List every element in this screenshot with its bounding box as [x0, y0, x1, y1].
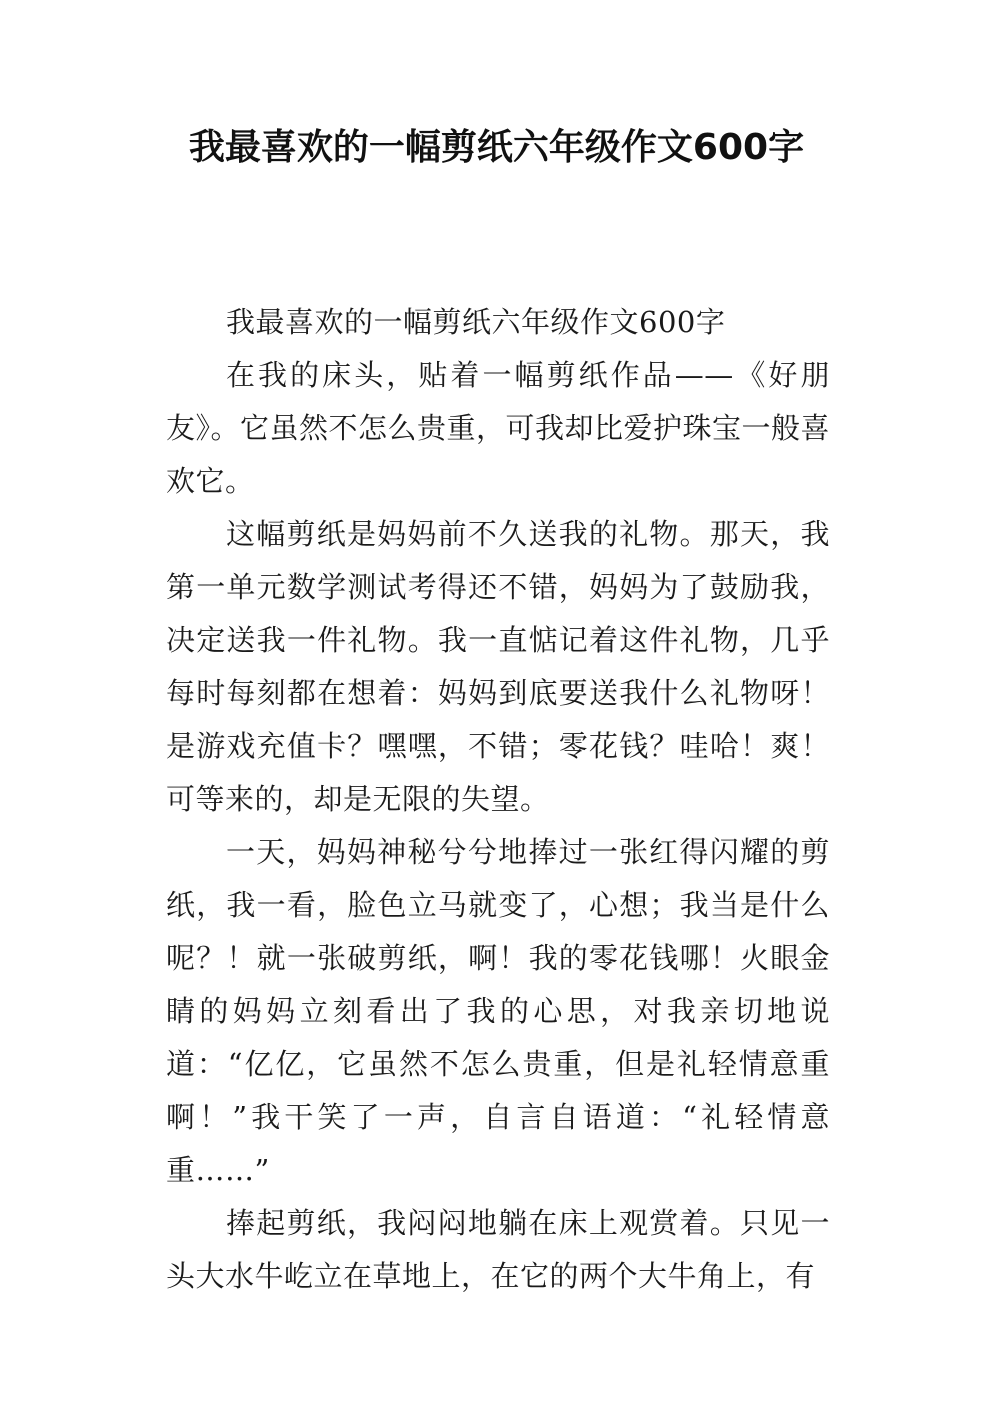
- paragraph-1: 在我的床头，贴着一幅剪纸作品——《好朋友》。它虽然不怎么贵重，可我却比爱护珠宝一般喜欢它。: [166, 358, 831, 498]
- paragraph-3: 一天，妈妈神秘兮兮地捧过一张红得闪耀的剪纸，我一看，脸色立马就变了，心想；我当是什么呢？！就一张破剪纸，啊！我的零花钱哪！火眼金睛的妈妈立刻看出了我的心思，对我亲切地说道：“亿亿，它虽然不怎么贵重，但是礼轻情意重啊！”我干笑了一声，自言自语道：“礼轻情意重……”: [166, 835, 830, 1187]
- paragraph-subtitle: 我最喜欢的一幅剪纸六年级作文600字: [226, 305, 726, 339]
- paragraph-4: 捧起剪纸，我闷闷地躺在床上观赏着。只见一头大水牛屹立在草地上，在它的两个大牛角上，有: [166, 1206, 830, 1293]
- document-title: 我最喜欢的一幅剪纸六年级作文600字: [188, 127, 805, 168]
- paragraph-2: 这幅剪纸是妈妈前不久送我的礼物。那天，我第一单元数学测试考得还不错，妈妈为了鼓励我，决定送我一件礼物。我一直惦记着这件礼物，几乎每时每刻都在想着：妈妈到底要送我什么礼物呀！是游戏充值卡？嘿嘿，不错；零花钱？哇哈！爽！可等来的，却是无限的失望。: [166, 517, 830, 816]
- document-body: [166, 296, 830, 1303]
